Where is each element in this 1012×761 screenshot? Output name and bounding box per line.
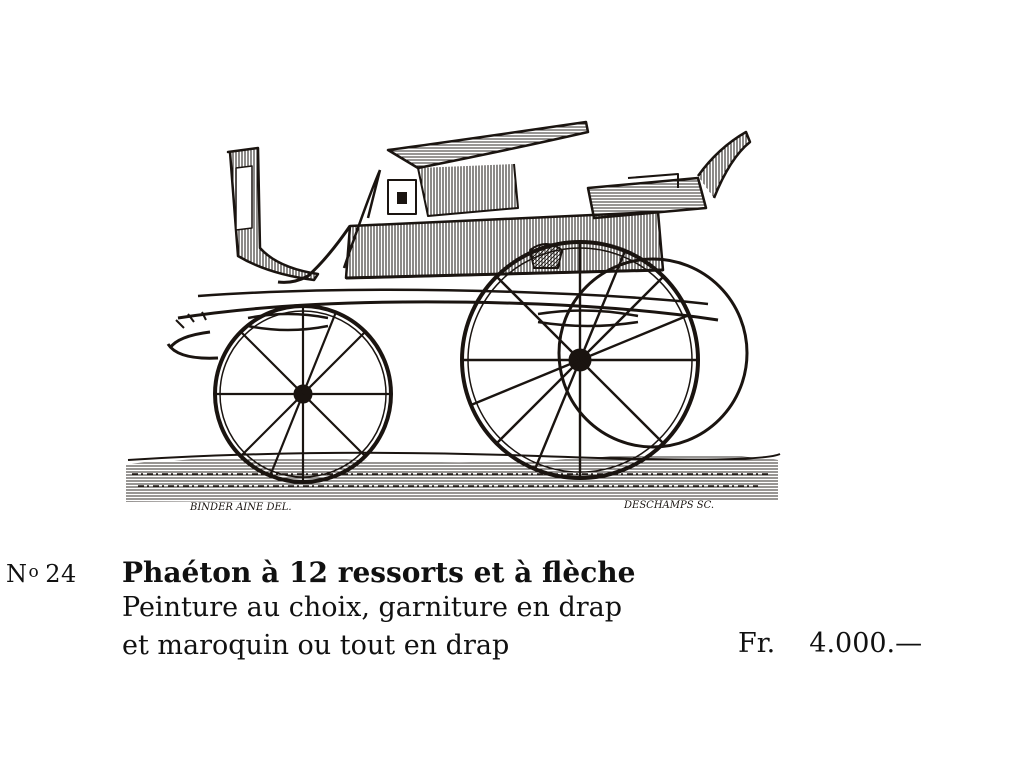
number-value: 24 [45, 560, 77, 588]
svg-text:DESCHAMPS SC.: DESCHAMPS SC. [624, 500, 715, 511]
rear-wheel [462, 242, 698, 478]
price-value: 4.000.— [809, 628, 923, 659]
engraver-signatures [189, 500, 714, 513]
item-title: Phaéton à 12 ressorts et à flèche [122, 556, 636, 589]
item-price [738, 628, 922, 659]
item-description-line-2: et maroquin ou tout en drap [122, 630, 510, 661]
number-superscript: o [28, 562, 40, 582]
price-currency: Fr. [738, 628, 776, 659]
catalog-number [6, 560, 77, 588]
number-prefix: N [6, 560, 28, 588]
item-description-line-1: Peinture au choix, garniture en drap [122, 592, 623, 623]
svg-text:BINDER AINE DEL.: BINDER AINE DEL. [190, 502, 292, 513]
carriage-engraving [118, 108, 788, 516]
front-wheel [215, 306, 391, 482]
ground-hatching [126, 453, 780, 502]
carriage-body [168, 122, 750, 358]
